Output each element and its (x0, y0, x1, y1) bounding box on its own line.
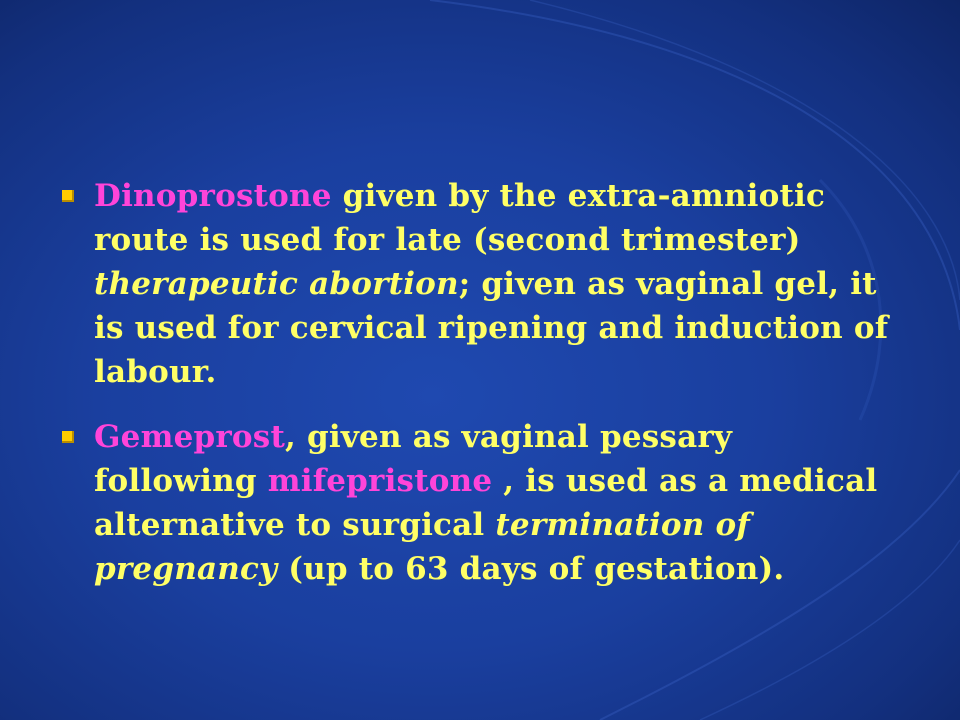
drug-name-highlight: Gemeprost (94, 419, 285, 455)
slide-body (60, 174, 920, 591)
bullet-text-segment: is used for cervical ripening and induction of (94, 310, 889, 346)
bullet-text-line (94, 262, 920, 306)
bullet-text-segment: , given as vaginal pessary (284, 419, 733, 455)
italic-term: termination of (495, 507, 750, 543)
bullet-text-line (94, 306, 920, 350)
italic-term: therapeutic abortion (94, 266, 459, 302)
bullet-text-line (94, 415, 920, 459)
square-bullet-icon (62, 431, 74, 443)
drug-name-highlight: Dinoprostone (94, 178, 343, 214)
bullet-text-segment: route is used for late (second trimester) (94, 222, 801, 258)
bullet-text-line (94, 503, 920, 547)
bullet-text-line (94, 218, 920, 262)
square-bullet-icon (62, 190, 74, 202)
bullet-text-segment: ; given as vaginal gel, it (458, 266, 877, 302)
drug-name-highlight: mifepristone (267, 463, 504, 499)
bullet-text-segment: , is used as a medical (503, 463, 878, 499)
bullet-text-segment: following (94, 463, 268, 499)
bullet-text-segment: labour. (94, 354, 217, 390)
bullet-text-line (94, 459, 920, 503)
bullet-text-line (94, 547, 920, 591)
bullet-text-segment: alternative to surgical (94, 507, 496, 543)
bullet-item-gemeprost (60, 415, 920, 591)
bullet-item-dinoprostone (60, 174, 920, 394)
bullet-text-line (94, 174, 920, 218)
italic-term: pregnancy (94, 551, 289, 587)
bullet-text-segment: given by the extra-amniotic (342, 178, 826, 214)
bullet-text-line (94, 350, 920, 394)
bullet-text-segment: (up to 63 days of gestation). (288, 551, 785, 587)
